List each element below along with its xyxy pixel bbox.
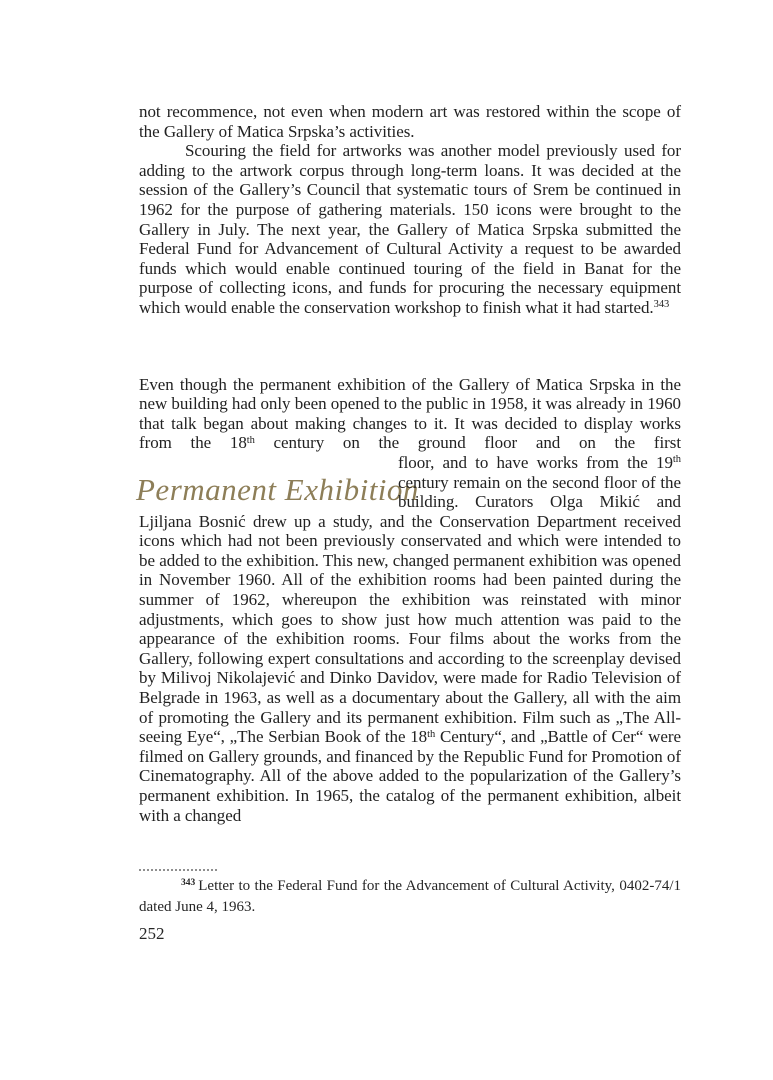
section-intro-text-b: century on the ground floor and on the first <box>254 433 681 453</box>
section-heading: Permanent Exhibition <box>136 471 419 507</box>
footnote-marker: 343 <box>181 878 196 888</box>
page-number: 252 <box>139 924 165 943</box>
ordinal-suffix: th <box>427 728 436 740</box>
heading-row <box>136 452 681 512</box>
paragraph-scouring-text: Scouring the field for artworks was another model previously used for adding to the artwork corpus through long-term loans. It was decided at the session of the Gallery’s Council that systematic tours of Srem be continued in 1962 for the purpose of gathering materials. 150 icons were brought to the Gallery in July. The next year, the Gallery of Matica Srpska submitted the Federal Fund for Advancement of Cultural Activity a request to be awarded funds which would enable continued touring of the field in Banat for the purpose of collecting icons, and funds for procuring the necessary equipment which would enable the conservation workshop to finish what it had started. <box>139 141 681 317</box>
section-intro-text-a: Even though the permanent exhibition of the Gallery of Matica Srpska in the new building had only been opened to the public in 1958, it was already in 1960 that talk began about making changes to it. It was decided to display works from the 18 <box>139 374 681 453</box>
section-text-beside-heading <box>398 453 681 512</box>
beside-text-b: century remain on the second floor of the building. Curators Olga Mikić and <box>398 472 681 512</box>
footnote-343 <box>139 876 681 917</box>
paragraph-scouring <box>139 141 681 317</box>
paragraph-continuation: not recommence, not even when modern art was restored within the scope of the Gallery of Matica Srpska’s activities. <box>139 102 681 141</box>
page-body <box>136 102 681 825</box>
footnote-reference-343: 343 <box>653 299 670 311</box>
heading-cell <box>136 453 419 507</box>
section-body-text-a: Ljiljana Bosnić drew up a study, and the Conservation Department received icons which had not been previously conservated and which were intended to be added to the exhibition. This new, changed permanent exhibition was opened in November 1960. All of the exhibition rooms had been painted during the summer of 1962, whereupon the exhibition was reinstated with minor adjustments, which goes to show just how much attention was paid to the appearance of the exhibition rooms. Four films about the works from the Gallery, following expert consultations and according to the screenplay devised by Milivoj Nikolajević and Dinko Davidov, were made for Radio Television of Belgrade in 1963, as well as a documentary about the Gallery, all with the aim of promoting the Gallery and its permanent exhibition. Film such as „The All-seeing Eye“, „The Serbian Book of the 18 <box>139 511 681 747</box>
footnote-separator <box>139 869 217 871</box>
footnote-text: Letter to the Federal Fund for the Advancement of Cultural Activity, 0402-74/1 dated June 4, 1963. <box>139 878 681 915</box>
section-intro <box>139 375 681 453</box>
footnote-area <box>139 869 681 917</box>
beside-text-a: floor, and to have works from the 19 <box>398 452 673 472</box>
section-permanent-exhibition <box>136 374 681 826</box>
section-body <box>139 512 681 826</box>
section-body-text-b: Century“, and „Battle of Cer“ were filmed on Gallery grounds, and financed by the Republic Fund for Promotion of Cinematography. All of the above added to the popularization of the Gallery’s permanent exhibition. In 1965, the catalog of the permanent exhibition, albeit with a changed <box>139 727 681 825</box>
ordinal-suffix: th <box>246 434 255 446</box>
ordinal-suffix: th <box>672 454 681 466</box>
